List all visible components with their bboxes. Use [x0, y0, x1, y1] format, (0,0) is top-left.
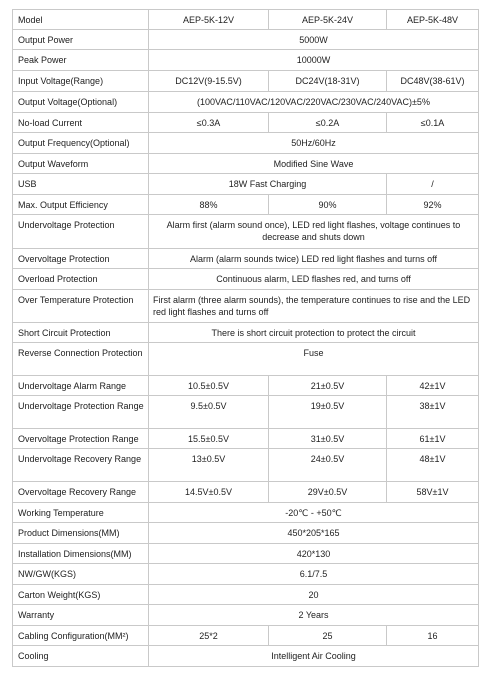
table-row — [13, 323, 479, 343]
table-row — [13, 523, 479, 544]
row-label: NW/GW(KGS) — [13, 564, 149, 585]
row-value: 9.5±0.5V — [149, 396, 269, 429]
row-value: 2 Years — [149, 605, 479, 626]
model-12v: AEP-5K-12V — [149, 10, 269, 30]
table-header-row — [13, 10, 479, 30]
row-value: Alarm (alarm sounds twice) LED red light flashes and turns off — [149, 249, 479, 269]
row-label: Cabling Configuration(MM²) — [13, 626, 149, 646]
row-value: (100VAC/110VAC/120VAC/220VAC/230VAC/240VAC)±5% — [149, 92, 479, 113]
row-value: 38±1V — [387, 396, 479, 429]
row-label: Output Waveform — [13, 154, 149, 174]
row-label: USB — [13, 174, 149, 195]
table-row — [13, 449, 479, 482]
row-value: First alarm (three alarm sounds), the temperature continues to rise and the LED red light flashes and turns off — [149, 290, 479, 323]
table-row — [13, 429, 479, 449]
row-value: 48±1V — [387, 449, 479, 482]
table-row — [13, 249, 479, 269]
table-row — [13, 626, 479, 646]
row-value: DC12V(9-15.5V) — [149, 71, 269, 92]
table-row — [13, 646, 479, 667]
row-value: ≤0.3A — [149, 113, 269, 133]
row-label: Input Voltage(Range) — [13, 71, 149, 92]
row-value: 10000W — [149, 50, 479, 71]
row-label: Undervoltage Protection — [13, 215, 149, 249]
table-row — [13, 50, 479, 71]
table-row — [13, 71, 479, 92]
row-value: 6.1/7.5 — [149, 564, 479, 585]
row-label: Undervoltage Alarm Range — [13, 376, 149, 396]
row-label: Cooling — [13, 646, 149, 667]
row-value: 31±0.5V — [269, 429, 387, 449]
row-value: 92% — [387, 195, 479, 215]
row-value: 19±0.5V — [269, 396, 387, 429]
row-value: 450*205*165 — [149, 523, 479, 544]
row-value: Fuse — [149, 343, 479, 376]
row-value: 14.5V±0.5V — [149, 482, 269, 503]
row-value: 16 — [387, 626, 479, 646]
row-label: Peak Power — [13, 50, 149, 71]
row-value: 25*2 — [149, 626, 269, 646]
row-value: / — [387, 174, 479, 195]
table-row — [13, 92, 479, 113]
row-value: 18W Fast Charging — [149, 174, 387, 195]
table-row — [13, 343, 479, 376]
table-row — [13, 195, 479, 215]
table-row — [13, 290, 479, 323]
row-label: Reverse Connection Protection — [13, 343, 149, 376]
table-row — [13, 215, 479, 249]
table-row — [13, 376, 479, 396]
table-row — [13, 154, 479, 174]
row-value: ≤0.2A — [269, 113, 387, 133]
model-24v: AEP-5K-24V — [269, 10, 387, 30]
row-value: 29V±0.5V — [269, 482, 387, 503]
row-value: 10.5±0.5V — [149, 376, 269, 396]
row-label: Installation Dimensions(MM) — [13, 544, 149, 564]
row-value: 61±1V — [387, 429, 479, 449]
row-label: Overvoltage Protection — [13, 249, 149, 269]
table-row — [13, 503, 479, 523]
row-value: 25 — [269, 626, 387, 646]
model-48v: AEP-5K-48V — [387, 10, 479, 30]
row-value: ≤0.1A — [387, 113, 479, 133]
row-label: Product Dimensions(MM) — [13, 523, 149, 544]
row-value: 50Hz/60Hz — [149, 133, 479, 154]
row-value: There is short circuit protection to protect the circuit — [149, 323, 479, 343]
row-label: Output Voltage(Optional) — [13, 92, 149, 113]
table-row — [13, 605, 479, 626]
table-row — [13, 133, 479, 154]
row-value: 5000W — [149, 30, 479, 50]
row-label: Carton Weight(KGS) — [13, 585, 149, 605]
row-value: 58V±1V — [387, 482, 479, 503]
spec-table — [12, 9, 479, 667]
row-label: Short Circuit Protection — [13, 323, 149, 343]
row-value: 420*130 — [149, 544, 479, 564]
row-label: Undervoltage Recovery Range — [13, 449, 149, 482]
table-row — [13, 396, 479, 429]
row-label: Output Frequency(Optional) — [13, 133, 149, 154]
row-label: Over Temperature Protection — [13, 290, 149, 323]
row-label: Working Temperature — [13, 503, 149, 523]
table-row — [13, 482, 479, 503]
table-row — [13, 544, 479, 564]
table-row — [13, 585, 479, 605]
row-label: Output Power — [13, 30, 149, 50]
table-row — [13, 269, 479, 290]
row-value: 15.5±0.5V — [149, 429, 269, 449]
row-value: Alarm first (alarm sound once), LED red light flashes, voltage continues to decrease and shuts down — [149, 215, 479, 249]
row-label: No-load Current — [13, 113, 149, 133]
row-value: 90% — [269, 195, 387, 215]
row-value: 88% — [149, 195, 269, 215]
row-value: 21±0.5V — [269, 376, 387, 396]
row-label: Undervoltage Protection Range — [13, 396, 149, 429]
row-label: Overload Protection — [13, 269, 149, 290]
table-row — [13, 113, 479, 133]
row-label: Warranty — [13, 605, 149, 626]
row-value: 24±0.5V — [269, 449, 387, 482]
table-row — [13, 564, 479, 585]
row-label: Max. Output Efficiency — [13, 195, 149, 215]
row-value: 42±1V — [387, 376, 479, 396]
row-value: 20 — [149, 585, 479, 605]
table-row — [13, 30, 479, 50]
row-value: Modified Sine Wave — [149, 154, 479, 174]
row-value: Continuous alarm, LED flashes red, and turns off — [149, 269, 479, 290]
row-value: -20℃ - +50℃ — [149, 503, 479, 523]
row-label: Overvoltage Protection Range — [13, 429, 149, 449]
header-label: Model — [13, 10, 149, 30]
row-value: Intelligent Air Cooling — [149, 646, 479, 667]
row-label: Overvoltage Recovery Range — [13, 482, 149, 503]
row-value: DC48V(38-61V) — [387, 71, 479, 92]
table-row — [13, 174, 479, 195]
row-value: DC24V(18-31V) — [269, 71, 387, 92]
row-value: 13±0.5V — [149, 449, 269, 482]
